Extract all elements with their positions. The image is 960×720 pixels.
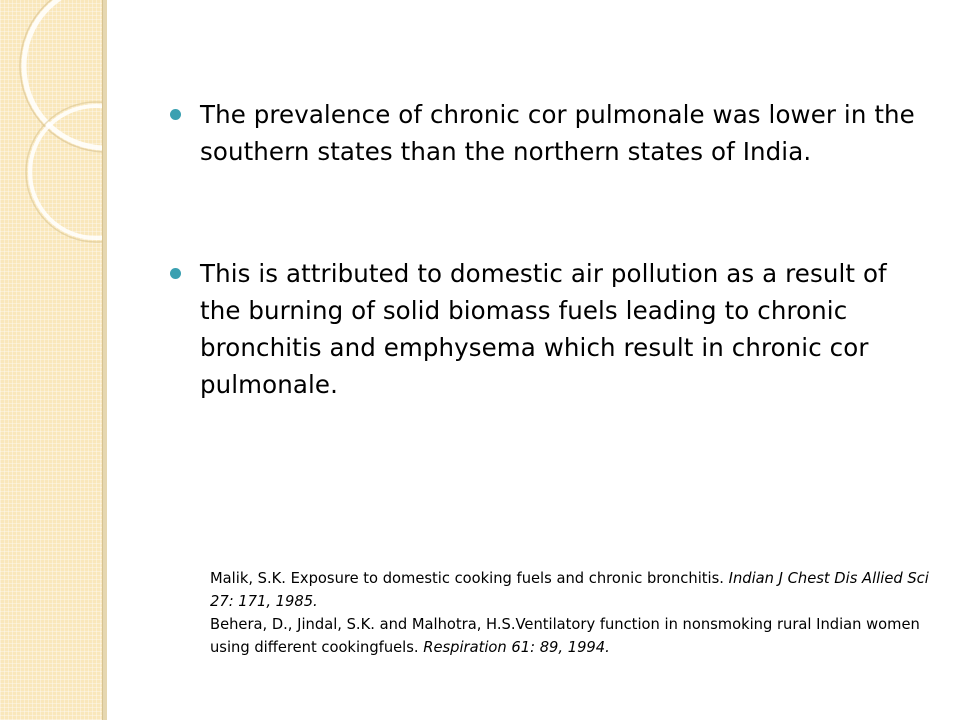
reference-citation: Respiration 61: 89, 1994.: [423, 639, 610, 656]
reference-citation: Indian J Chest Dis Allied Sci 27: 171, 1985.: [210, 570, 929, 610]
reference-text: Malik, S.K. Exposure to domestic cooking fuels and chronic bronchitis.: [210, 570, 729, 587]
decorative-sidebar: [0, 0, 102, 720]
reference-item: [210, 567, 935, 613]
decorative-circles: [0, 0, 102, 720]
sidebar-divider: [102, 0, 107, 720]
reference-item: [210, 613, 935, 659]
bullet-item: [170, 255, 930, 403]
bullet-dot-icon: [170, 109, 181, 120]
bullet-list: [170, 96, 930, 403]
bullet-text: The prevalence of chronic cor pulmonale was lower in the southern states than the northern states of India.: [200, 100, 915, 166]
bullet-text: This is attributed to domestic air pollution as a result of the burning of solid biomass fuels leading to chronic bronchitis and emphysema which result in chronic cor pulmonale.: [200, 259, 887, 399]
reference-text: Behera, D., Jindal, S.K. and Malhotra, H.S.Ventilatory function in nonsmoking rural Indian women using different cookingfuels.: [210, 616, 920, 656]
references: [210, 567, 935, 659]
bullet-item: [170, 96, 930, 170]
bullet-dot-icon: [170, 268, 181, 279]
